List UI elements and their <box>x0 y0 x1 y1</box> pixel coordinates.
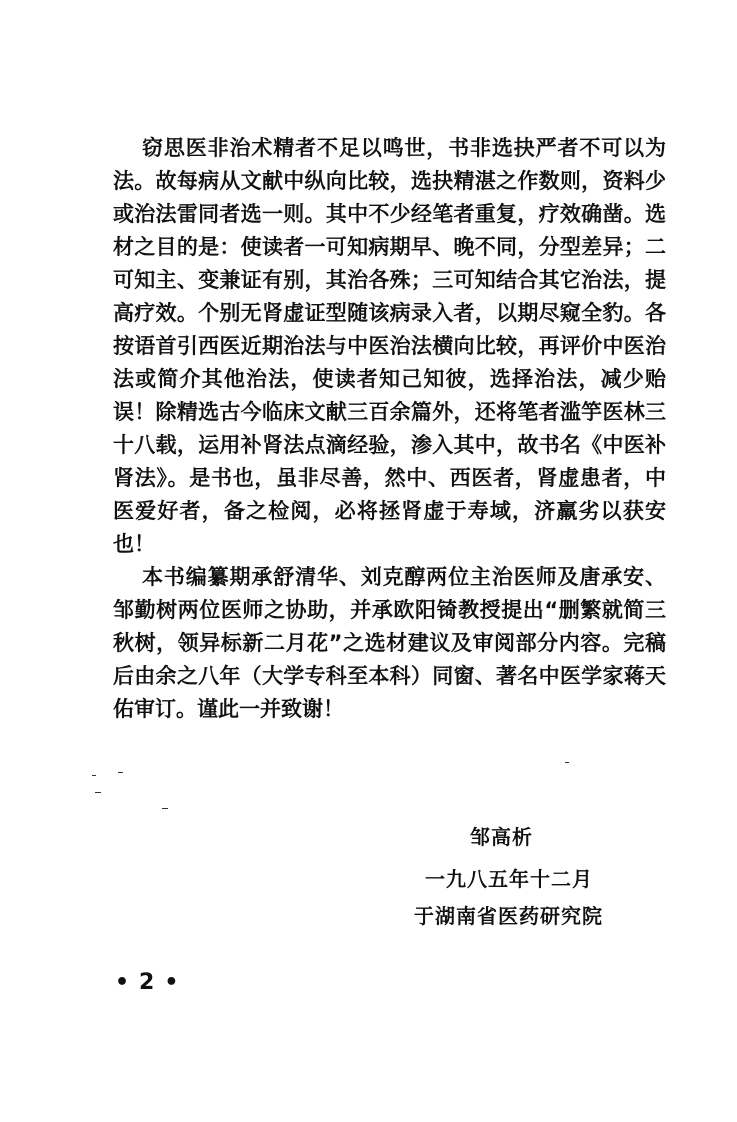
text-line: 本书编纂期承舒清华、刘克醇两位主治医师及唐承安、 <box>142 565 666 589</box>
text-line: 窃思医非治术精者不足以鸣世，书非选抉严者不可以为 <box>142 136 666 160</box>
page-number: •2• <box>115 970 189 995</box>
text-line: 邹勤树两位医师之协助，并承欧阳锜教授提出“删繁就简三 <box>113 598 666 622</box>
text-line: 医爱好者，备之检阅，必将拯肾虚于寿域，济羸劣以获安 <box>113 499 666 523</box>
scan-speck <box>92 775 96 776</box>
text-line: 也！ <box>113 532 155 556</box>
text-line: 可知主、变兼证有别，其治各殊；三可知结合其它治法，提 <box>113 268 666 292</box>
text-line: 材之目的是：使读者一可知病期早、晚不同，分型差异；二 <box>113 235 666 259</box>
signature-date: 一九八五年十二月 <box>425 867 593 891</box>
text-line: 后由余之八年（大学专科至本科）同窗、著名中医学家蒋天 <box>113 664 666 688</box>
scan-speck <box>565 762 569 763</box>
author-name: 邹高析 <box>470 825 533 849</box>
text-line: 法或简介其他治法，使读者知己知彼，选择治法，减少贻 <box>113 367 666 391</box>
text-line: 十八载，运用补肾法点滴经验，渗入其中，故书名《中医补 <box>113 433 666 457</box>
text-line: 误！除精选古今临床文献三百余篇外，还将笔者滥竽医林三 <box>113 400 666 424</box>
scan-speck <box>162 808 168 809</box>
text-line: 按语首引西医近期治法与中医治法横向比较，再评价中医治 <box>113 334 666 358</box>
scan-speck <box>95 792 101 793</box>
signature-place: 于湖南省医药研究院 <box>414 904 603 928</box>
text-line: 佑审订。谨此一并致谢！ <box>113 697 344 721</box>
text-line: 法。故每病从文献中纵向比较，选抉精湛之作数则，资料少 <box>113 169 666 193</box>
scan-speck <box>118 772 123 773</box>
text-line: 秋树，领异标新二月花”之选材建议及审阅部分内容。完稿 <box>113 631 666 655</box>
text-line: 肾法》。是书也，虽非尽善，然中、西医者，肾虚患者，中 <box>113 466 666 490</box>
text-line: 高疗效。个别无肾虚证型随该病录入者，以期尽窥全豹。各 <box>113 301 666 325</box>
text-line: 或治法雷同者选一则。其中不少经笔者重复，疗效确凿。选 <box>113 202 666 226</box>
